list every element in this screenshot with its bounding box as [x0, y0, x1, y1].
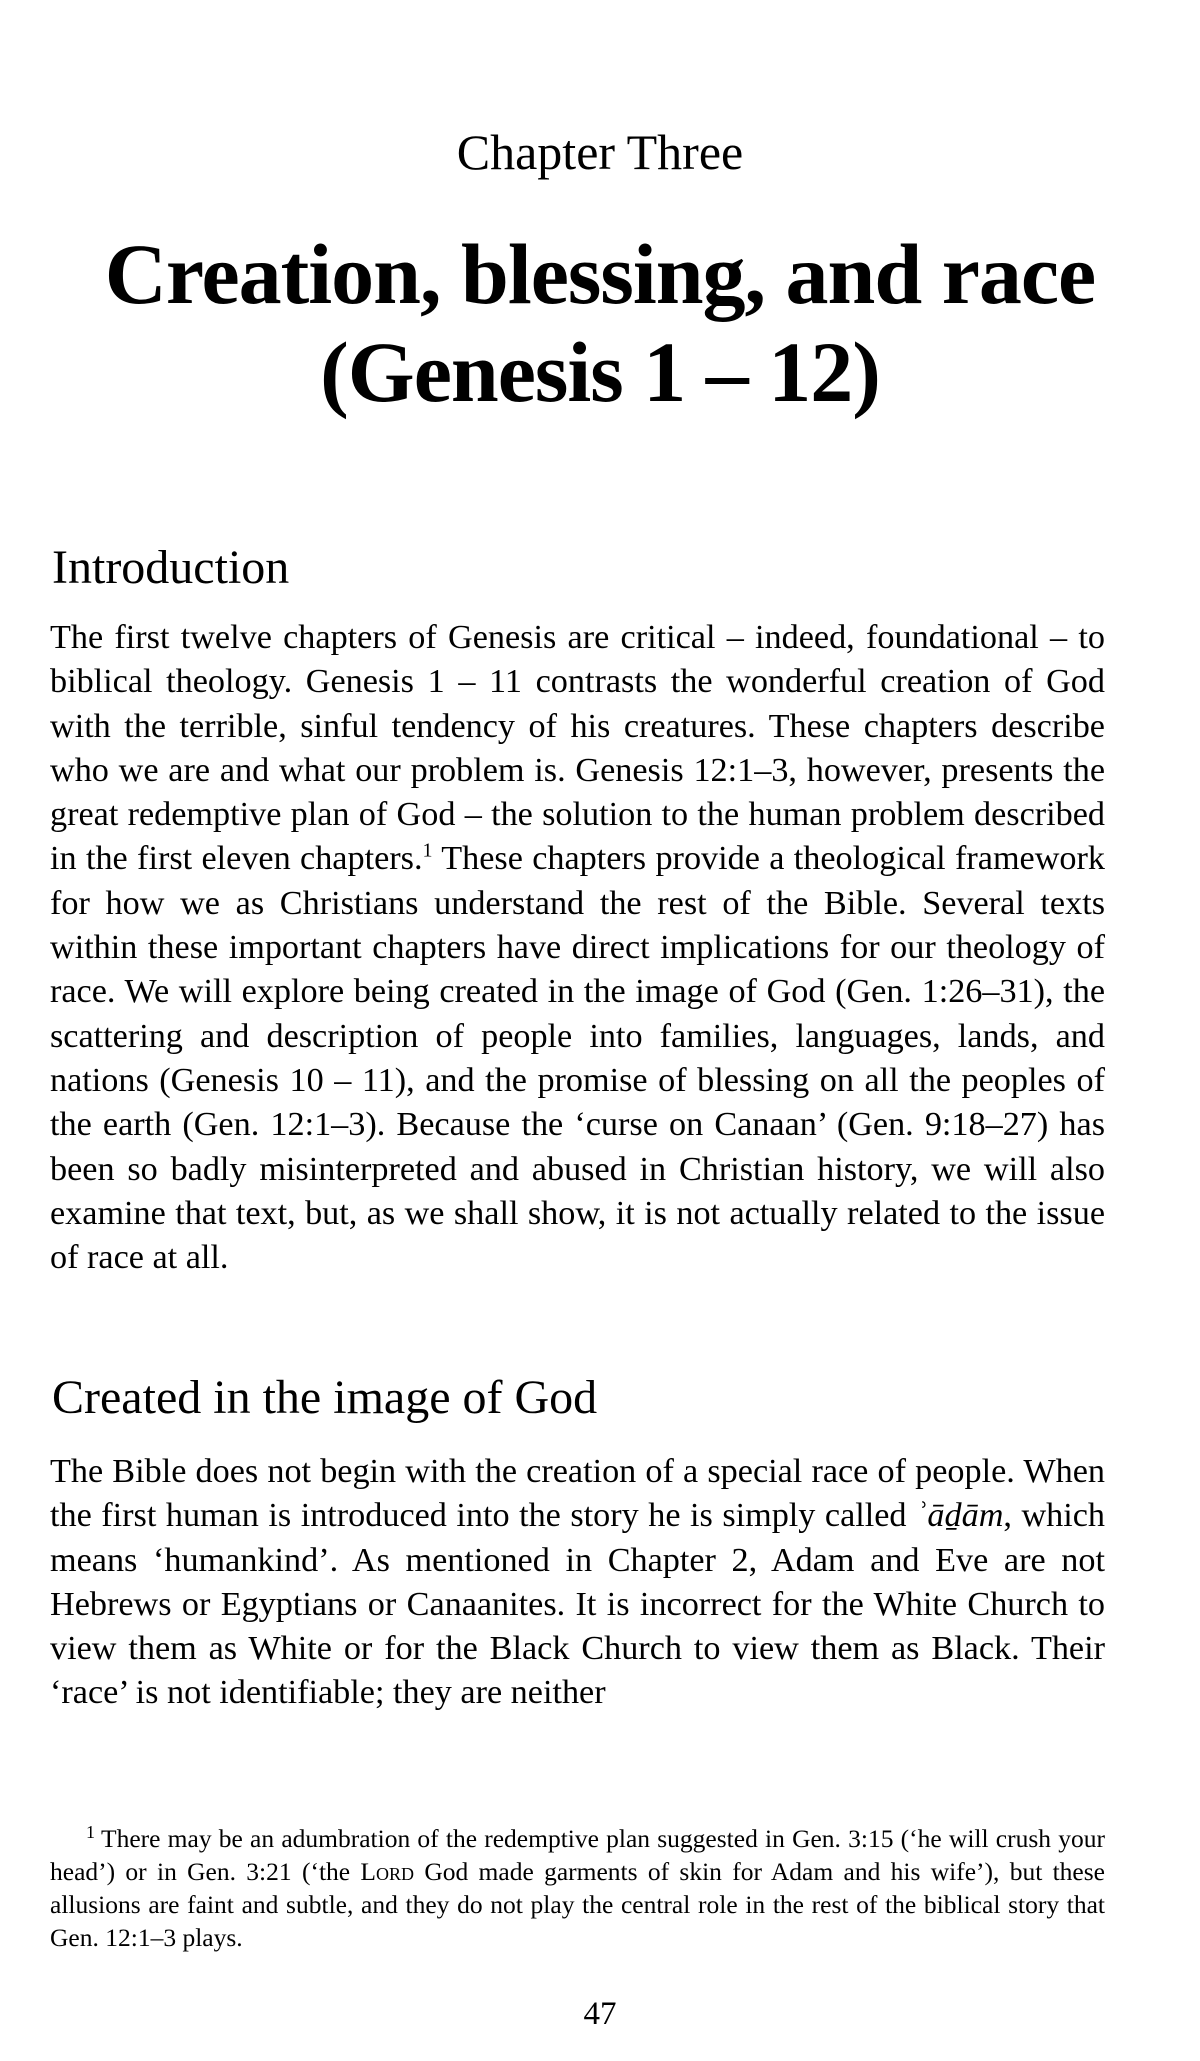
- footnote-text-part2: God made garments of skin for Adam and his wife’), but these allusions are faint and subtle, and they do not play the central role in the rest of the biblical story that Gen. 12:1–3 plays.: [50, 1857, 1105, 1952]
- introduction-text-part1: The first twelve chapters of Genesis are critical – indeed, foundational – to biblical theology. Genesis 1 – 11 contrasts the wonderful creation of God with the terrible, sinful tendency of his creatures. These chapters describe who we are and what our problem is. Genesis 12:1–3, however, presents the great redemptive plan of God – the solution to the human problem described in the first eleven chapters.: [50, 619, 1105, 878]
- footnote-reference[interactable]: 1: [422, 840, 433, 863]
- section-heading-image-of-god: Created in the image of God: [52, 1371, 598, 1424]
- section-heading-introduction: Introduction: [52, 541, 290, 594]
- introduction-paragraph: [50, 616, 1105, 1280]
- footnote-text-part1: There may be an adumbration of the redemptive plan suggested in Gen. 3:15 (‘he will crush your head’) or in Gen. 3:21 (‘the: [50, 1824, 1105, 1886]
- chapter-label: Chapter Three: [456, 124, 744, 180]
- chapter-title: Creation, blessing, and race (Genesis 1 – 12): [104, 226, 1096, 420]
- footnote-number: 1: [86, 1821, 95, 1842]
- image-of-god-paragraph: [50, 1450, 1105, 1716]
- image-of-god-text-part2: , which means ‘humankind’. As mentioned in Chapter 2, Adam and Eve are not Hebrews or Egyptians or Canaanites. It is incorrect for the White Church to view them as White or for the Black Church to view them as Black. Their ‘race’ is not identifiable; they are neither: [50, 1497, 1105, 1712]
- introduction-text-part2: These chapters provide a theological framework for how we as Christians understand the rest of the Bible. Several texts within these important chapters have direct implications for our theology of race. We will explore being created in the image of God (Gen. 1:26–31), the scattering and description of people into families, languages, lands, and nations (Genesis 10 – 11), and the promise of blessing on all the peoples of the earth (Gen. 12:1–3). Because the ‘curse on Canaan’ (Gen. 9:18–27) has been so badly misinterpreted and abused in Christian history, we will also examine that text, but, as we shall show, it is not actually related to the issue of race at all.: [50, 840, 1105, 1277]
- image-of-god-text-part1: The Bible does not begin with the creation of a special race of people. When the first human is introduced into the story he is simply called: [50, 1453, 1105, 1535]
- footnote-lord: Lord: [360, 1857, 414, 1886]
- page-number: 47: [583, 1996, 617, 2032]
- footnote: [50, 1822, 1105, 1954]
- hebrew-term: ʾāḏām: [916, 1497, 1004, 1535]
